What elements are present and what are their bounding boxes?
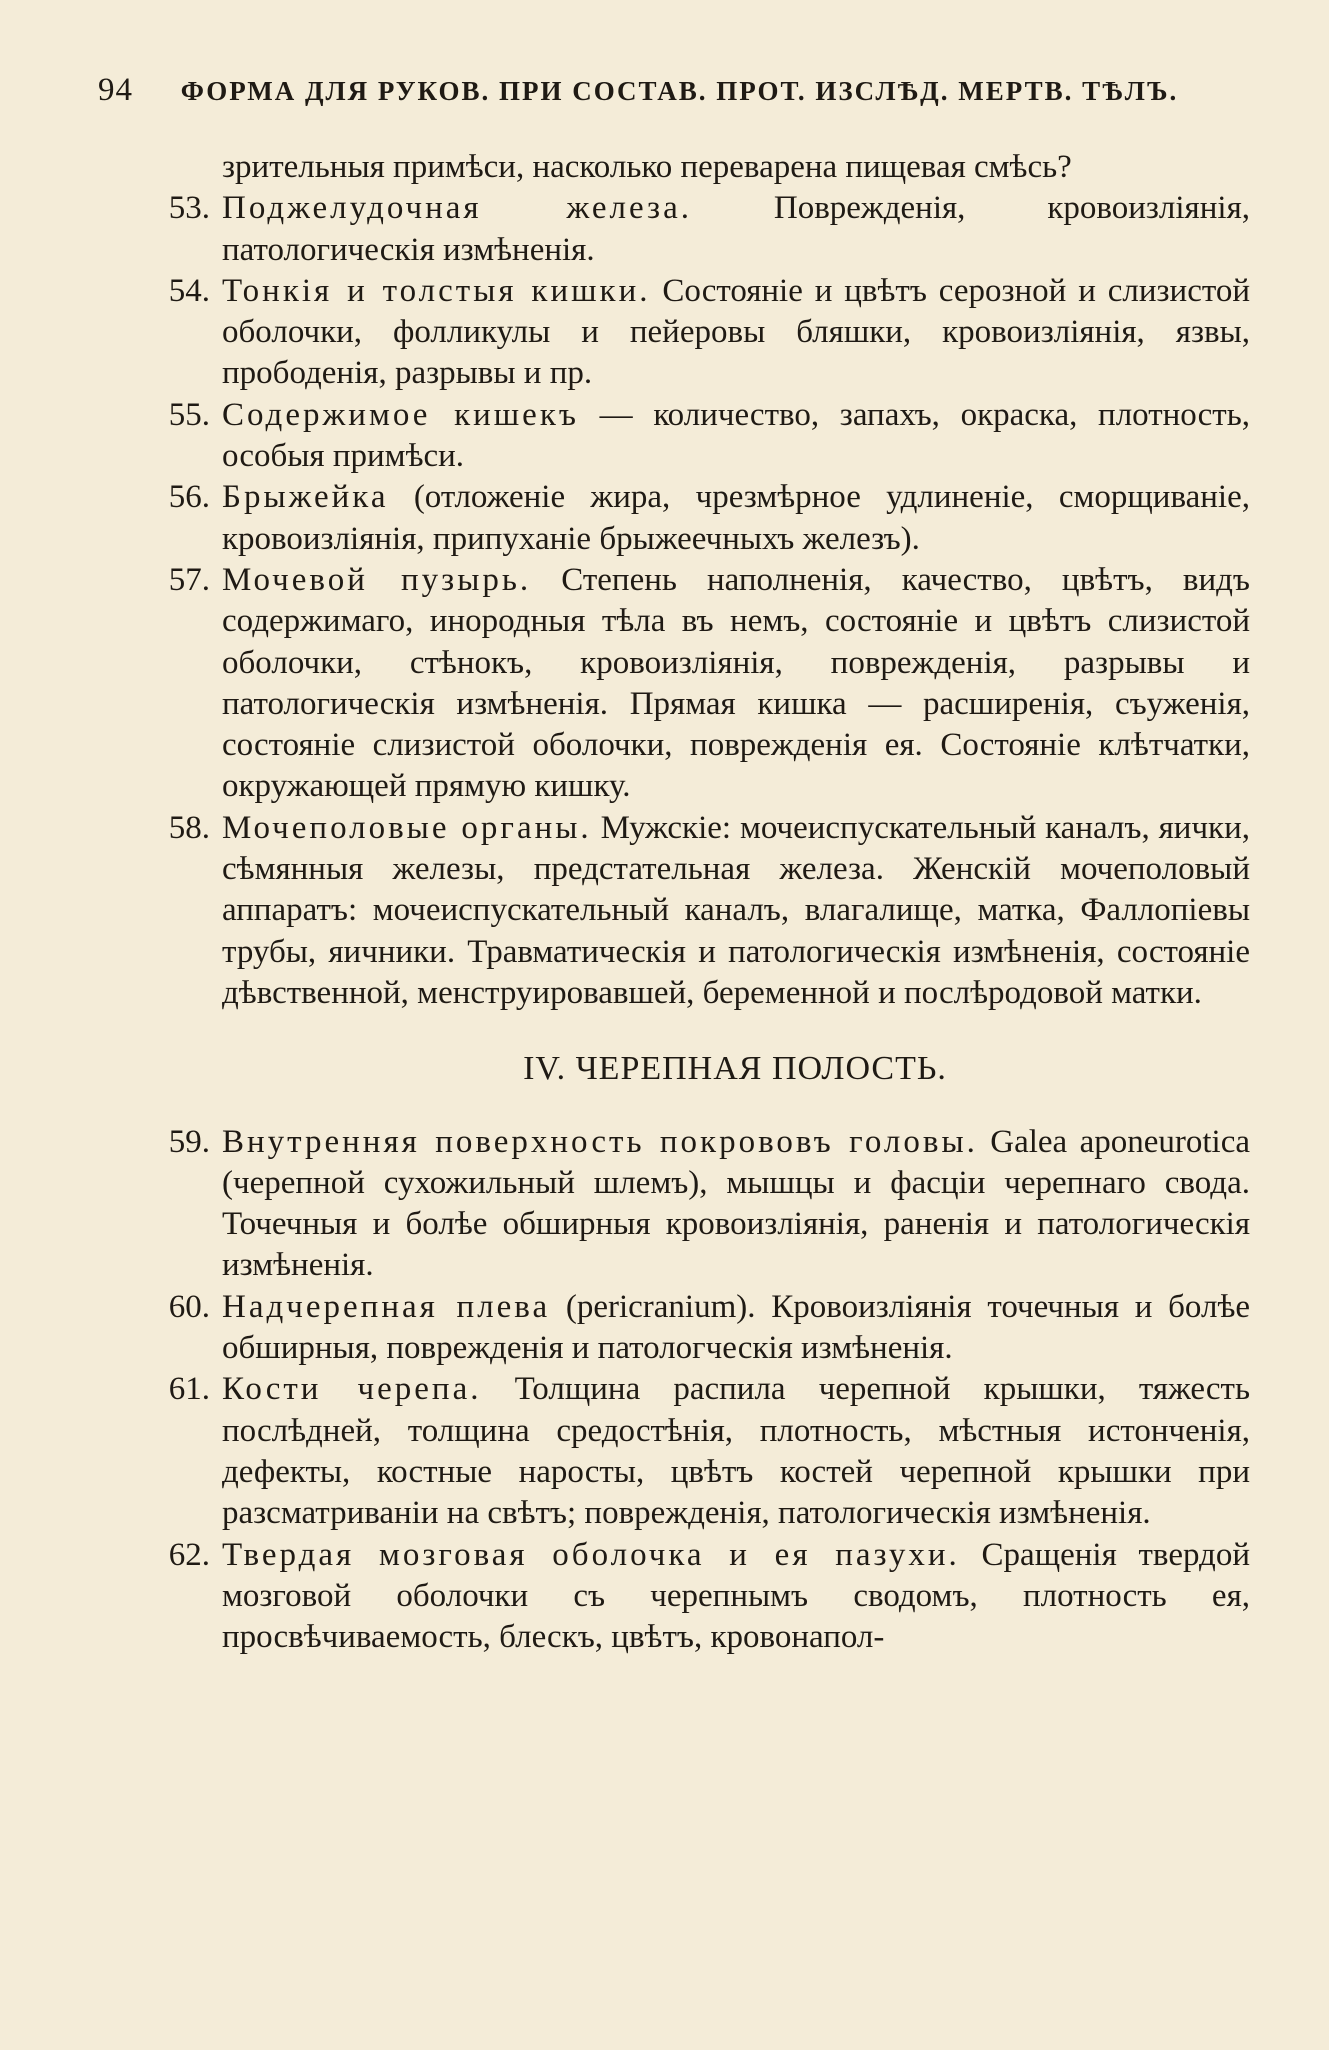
item-number: 61. (168, 1371, 210, 1408)
list-item (140, 188, 1250, 271)
item-description: Толщина распила черепной крышки, тяжесть послѣдней, толщина средостѣнія, плотность, мѣстныя истонченія, дефекты, костные наросты, цвѣтъ костей черепной крышки при разсматриваніи на свѣтъ; поврежденія, патологическія измѣненія. (222, 1371, 1250, 1532)
item-description: Состояніе и цвѣтъ серозной и слизистой оболочки, фолликулы и пейеровы бляшки, кровоизліянія, язвы, прободенія, разрывы и пр. (222, 272, 1250, 392)
item-text (222, 808, 1250, 1014)
continuation-text: зрительныя примѣси, насколько переварена пищевая смѣсь? (222, 149, 1072, 185)
item-lead-term: Кости черепа. (222, 1371, 482, 1408)
list-item (140, 1287, 1250, 1370)
list-item (140, 1369, 1250, 1534)
item-lead-term: Мочеполовые органы. (222, 809, 592, 846)
item-lead-term: Содержимое кишекъ (222, 396, 579, 433)
item-lead-term: Тонкія и толстыя кишки. (222, 272, 651, 309)
item-number: 59. (168, 1123, 210, 1160)
item-description: Мужскіе: мочеиспускательный каналъ, яички, сѣмянныя железы, предстательная железа. Женскій мочеполовый аппаратъ: мочеиспускательный каналъ, влагалище, матка, Фаллопіевы трубы, яичники. Травматическія и патологическія измѣненія, состояніе дѣвственной, менструировавшей, беременной и послѣродовой матки. (222, 809, 1250, 1011)
item-lead-term: Брыжейка (222, 479, 389, 516)
list-item (140, 560, 1250, 808)
item-number: 54. (168, 272, 210, 309)
item-text (222, 395, 1250, 478)
item-number: 53. (168, 190, 210, 227)
item-description: Степень наполненія, качество, цвѣтъ, видъ содержимаго, инородныя тѣла въ немъ, состояніе и цвѣтъ слизистой оболочки, стѣнокъ, кровоизліянія, поврежденія, разрывы и патологическія измѣненія. Прямая кишка — расширенія, съуженія, состояніе слизистой оболочки, поврежденія ея. Состояніе клѣтчатки, окружающей прямую кишку. (222, 561, 1250, 805)
numbered-list-cranial (140, 1122, 1250, 1659)
item-text (222, 1535, 1250, 1659)
section-heading: IV. ЧЕРЕПНАЯ ПОЛОСТЬ. (523, 1050, 947, 1088)
item-description: Galea aponeurotica (черепной сухожильный шлемъ), мышцы и фасціи черепнаго свода. Точечныя и болѣе обширныя кровоизліянія, раненія и патологическія измѣненія. (222, 1123, 1250, 1284)
item-text (222, 1369, 1250, 1534)
item-text (222, 1122, 1250, 1287)
item-text (222, 1287, 1250, 1370)
page-body (140, 147, 1250, 1658)
item-number: 62. (168, 1536, 210, 1573)
item-description: Сращенія твердой мозговой оболочки съ черепнымъ сводомъ, плотность ея, просвѣчиваемость, блескъ, цвѣтъ, кровонапол- (222, 1536, 1250, 1656)
list-item (140, 808, 1250, 1014)
item-number: 55. (168, 396, 210, 433)
item-text (222, 560, 1250, 808)
item-description: (отложеніе жира, чрезмѣрное удлиненіе, сморщиваніе, кровоизліянія, припуханіе брыжеечныхъ железъ). (222, 479, 1250, 557)
continuation-paragraph (140, 147, 1250, 188)
item-lead-term: Поджелудочная железа. (222, 190, 692, 227)
item-number: 58. (168, 809, 210, 846)
item-description: Поврежденія, кровоизліянія, патологическія измѣненія. (222, 190, 1250, 268)
list-item (140, 1122, 1250, 1287)
item-description: — количество, запахъ, окраска, плотность, особыя примѣси. (222, 396, 1250, 475)
numbered-list-abdomen (140, 188, 1250, 1014)
item-lead-term: Твердая мозговая оболочка и ея пазухи. (222, 1536, 960, 1573)
list-item (140, 271, 1250, 395)
item-text (222, 188, 1250, 271)
list-item (140, 395, 1250, 478)
item-text (222, 271, 1250, 395)
page-number: 94 (98, 72, 133, 108)
item-number: 56. (168, 479, 210, 516)
list-item (140, 1535, 1250, 1659)
item-lead-term: Внутренняя поверхность покрововъ головы. (222, 1123, 978, 1160)
running-title: ФОРМА ДЛЯ РУКОВ. ПРИ СОСТАВ. ПРОТ. ИЗСЛѢД. МЕРТВ. ТѢЛЪ. (180, 76, 1179, 106)
list-item (140, 477, 1250, 560)
item-lead-term: Надчерепная плева (222, 1288, 551, 1325)
running-head (98, 72, 1248, 109)
item-lead-term: Мочевой пузырь. (222, 561, 532, 598)
item-text (222, 477, 1250, 560)
item-description: (pericranium). Кровоизліянія точечныя и болѣе обширныя, поврежденія и патологческія измѣненія. (222, 1288, 1251, 1367)
item-number: 57. (168, 561, 210, 598)
item-number: 60. (168, 1288, 210, 1325)
